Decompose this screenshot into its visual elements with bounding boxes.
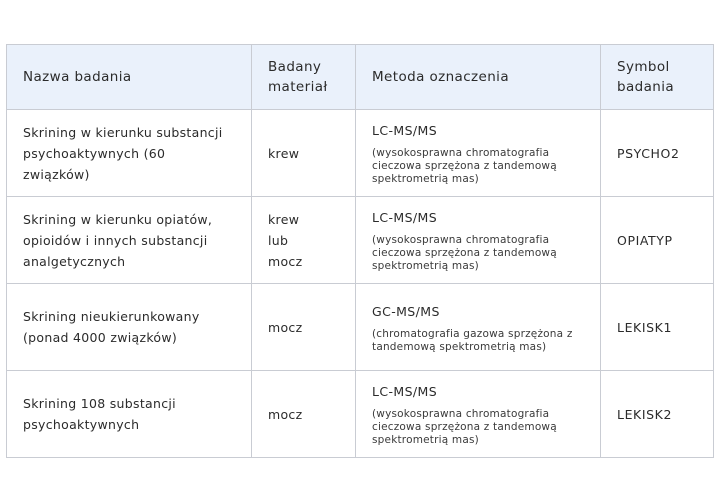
- cell-test-name: [7, 284, 252, 371]
- cell-test-name: [7, 197, 252, 284]
- table-header: [7, 45, 714, 110]
- test-name-text: Skrining w kierunku substancji psychoaktywnych (60 związków): [23, 124, 223, 182]
- method-description: (chromatografia gazowa sprzężona z tandemową spektrometrią mas): [372, 327, 573, 353]
- cell-method: [356, 284, 601, 371]
- test-symbol: PSYCHO2: [617, 145, 680, 161]
- header-method: [356, 45, 601, 110]
- method-code: LC-MS/MS: [372, 210, 438, 225]
- cell-material: [252, 371, 356, 458]
- header-symbol-line1: Symbol: [617, 59, 670, 75]
- cell-material: [252, 284, 356, 371]
- cell-test-name: [7, 110, 252, 197]
- header-material-line2: materiał: [268, 79, 328, 95]
- table-row: [7, 197, 714, 284]
- test-name-text: Skrining 108 substancji psychoaktywnych: [23, 396, 176, 432]
- material-text: mocz: [268, 253, 303, 269]
- header-method-label: Metoda oznaczenia: [372, 69, 510, 85]
- header-name-label: Nazwa badania: [23, 69, 132, 85]
- header-name: [7, 45, 252, 110]
- method-description: (wysokosprawna chromatografia cieczowa sprzężona z tandemową spektrometrią mas): [372, 234, 557, 272]
- material-text: krew: [268, 211, 300, 227]
- method-description: (wysokosprawna chromatografia cieczowa sprzężona z tandemową spektrometrią mas): [372, 147, 557, 185]
- test-name-text: Skrining w kierunku opiatów, opioidów i innych substancji analgetycznych: [23, 211, 213, 269]
- header-symbol: [601, 45, 714, 110]
- cell-symbol: [601, 284, 714, 371]
- test-table: [6, 44, 714, 458]
- test-symbol: LEKISK2: [617, 406, 673, 422]
- method-description: (wysokosprawna chromatografia cieczowa sprzężona z tandemową spektrometrią mas): [372, 408, 557, 446]
- material-text: lub: [268, 232, 289, 248]
- test-symbol: LEKISK1: [617, 319, 673, 335]
- header-symbol-line2: badania: [617, 79, 675, 95]
- table-row: [7, 371, 714, 458]
- header-material-line1: Badany: [268, 59, 322, 75]
- material-text: mocz: [268, 319, 303, 335]
- material-text: mocz: [268, 406, 303, 422]
- method-code: LC-MS/MS: [372, 384, 438, 399]
- test-symbol: OPIATYP: [617, 232, 673, 248]
- cell-method: [356, 110, 601, 197]
- cell-symbol: [601, 371, 714, 458]
- cell-symbol: [601, 197, 714, 284]
- material-text: krew: [268, 145, 300, 161]
- header-row: [7, 45, 714, 110]
- cell-method: [356, 197, 601, 284]
- table-row: [7, 110, 714, 197]
- test-table-container: [6, 44, 713, 458]
- header-material: [252, 45, 356, 110]
- cell-test-name: [7, 371, 252, 458]
- cell-material: [252, 110, 356, 197]
- table-row: [7, 284, 714, 371]
- cell-method: [356, 371, 601, 458]
- method-code: GC-MS/MS: [372, 303, 440, 319]
- cell-symbol: [601, 110, 714, 197]
- method-code: LC-MS/MS: [372, 123, 438, 138]
- cell-material: [252, 197, 356, 284]
- table-body: [7, 110, 714, 458]
- test-name-text: Skrining nieukierunkowany (ponad 4000 związków): [23, 309, 200, 345]
